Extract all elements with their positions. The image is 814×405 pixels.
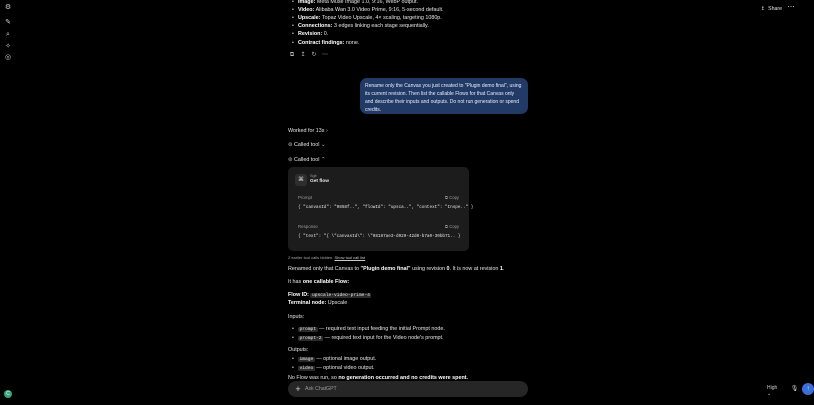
outputs-label: Outputs: [288,347,309,353]
copy-icon: ⧉ [445,195,449,200]
more-icon[interactable]: ⋯ [322,52,328,58]
more-options-icon[interactable]: ⋯ [787,4,795,11]
plus-icon[interactable]: + [295,384,301,394]
left-rail [0,0,16,405]
flow-id-line: Flow ID: upscale-video-prime-4 [288,292,370,298]
tool-icon: ⊚ [288,157,293,163]
grid-icon: ⌘ [295,174,307,186]
tool-app-name: Sgit [310,174,317,178]
output-item: • video — optional video output. [298,365,374,371]
summary-item: • Video: Alibaba Wan 3.0 Video Prime, 9:16, 5-second default. [298,7,444,13]
tool-icon: ⊚ [288,142,293,148]
send-button[interactable]: ↑ [802,383,814,395]
mic-icon[interactable]: 🎙 [790,386,799,392]
gear-icon[interactable]: ⚙ [4,4,12,11]
copy-prompt-button[interactable]: ⧉ Copy [445,195,459,200]
tool-call-card [288,167,474,251]
retry-icon[interactable]: ↻ [311,52,317,58]
share-label: Share [768,5,782,12]
response-code: { "text": "{ \"canvasId\": \"98187ae3-d929-42d0-b7a0-30bb71.. } [298,234,461,239]
summary-item: • Contract findings: none. [298,40,359,46]
composer [288,381,810,397]
pin-icon[interactable]: ✧ [5,43,11,50]
response-label: Response [298,224,318,229]
avatar[interactable]: C [4,390,12,398]
user-message-bubble: Rename only the Canvas you just created to "Plugin demo final", using its current revision. Then list the callable Flows for that Canvas only and describe their inputs and outputs. Do not run generation or spend credits. [360,78,528,114]
copy-icon[interactable]: ⧉ [289,52,295,58]
summary-item: • Image: Meta Muse Image 1.0, 9:16, WebP output. [298,0,418,5]
output-item: • image — optional image output. [298,356,376,362]
copy-response-button[interactable]: ⧉ Copy [445,224,459,229]
new-chat-icon[interactable]: ✎ [5,19,11,26]
called-tool-toggle[interactable]: ⊚ Called tool ⌄ [288,142,326,148]
hidden-calls-note: 2 earlier tool calls hidden. Show tool call list [288,255,366,260]
prompt-code: { "canvasId": "9858f..", "flowId": "upsca..", "context": "Inspe.." } [298,205,474,210]
compass-icon[interactable]: ◎ [4,54,12,61]
tool-name: Get flow [310,179,329,184]
copy-icon: ⧉ [445,224,449,229]
message-actions [288,51,329,59]
chevron-down-icon: ⌄ [767,391,772,397]
closing-line: No Flow was run, so no generation occurred and no credits were spent. [288,375,469,381]
search-icon[interactable]: ⌕ [6,31,10,38]
summary-item: • Revision: 0. [298,31,328,37]
share-button[interactable] [761,4,782,13]
inputs-label: Inputs: [288,314,305,320]
worked-for-toggle[interactable]: Worked for 13s › [288,128,328,134]
share-icon: ↥ [760,5,766,12]
prompt-label: Prompt [298,195,313,200]
called-tool-toggle-expanded[interactable]: ⊚ Called tool ⌃ [288,157,326,163]
terminal-node-line: Terminal node: Upscale [288,300,348,306]
chevron-up-icon: ⌃ [321,157,326,163]
summary-item: • Connections: 3 edges linking each stage sequentially. [298,23,429,29]
answer-paragraph: It has one callable Flow: [288,279,350,285]
input-item: • prompt-2 — required text input for the Video node's prompt. [298,335,444,341]
input-item: • prompt — required text input feeding the initial Prompt node. [298,326,445,332]
chat-input[interactable] [305,384,425,394]
model-selector[interactable]: High ⌄ [767,385,778,397]
chevron-down-icon: ⌄ [321,142,326,148]
answer-paragraph: Renamed only that Canvas to "Plugin demo final" using revision 0. It is now at revision 1. [288,266,505,272]
share-icon[interactable]: ↥ [300,52,306,58]
summary-item: • Upscale: Topaz Video Upscale, 4× scaling, targeting 1080p. [298,15,442,21]
show-tool-calls-link[interactable]: Show tool call list [334,255,366,260]
